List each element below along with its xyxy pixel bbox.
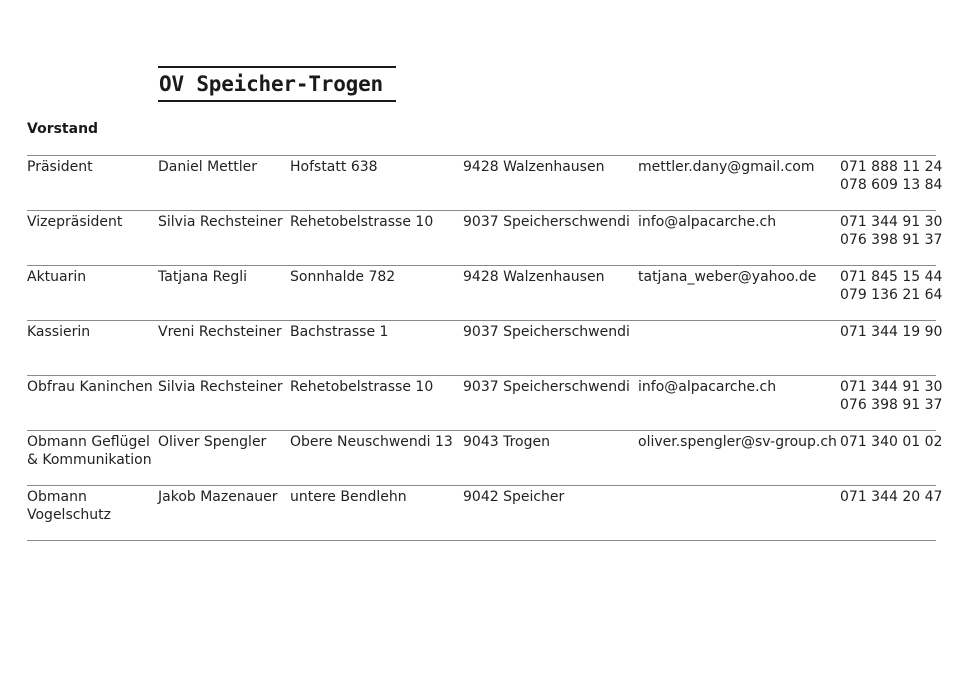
- member-city: 9042 Speicher: [463, 489, 565, 505]
- member-name: Vreni Rechsteiner: [158, 324, 282, 340]
- member-phone-1: 071 344 19 90: [840, 324, 943, 340]
- member-city: 9037 Speicherschwendi: [463, 214, 630, 230]
- member-city: 9428 Walzenhausen: [463, 269, 605, 285]
- member-phones: [840, 323, 943, 341]
- member-name: Daniel Mettler: [158, 159, 258, 175]
- member-role: Vizepräsident: [27, 214, 123, 230]
- member-role: Präsident: [27, 159, 93, 175]
- member-name: Silvia Rechsteiner: [158, 379, 283, 395]
- member-street: Sonnhalde 782: [290, 269, 396, 285]
- member-name: Silvia Rechsteiner: [158, 214, 283, 230]
- member-street: Obere Neuschwendi 13: [290, 434, 453, 450]
- member-phone-1: 071 344 91 30: [840, 379, 943, 395]
- member-phone-1: 071 344 91 30: [840, 214, 943, 230]
- member-email: info@alpacarche.ch: [638, 379, 777, 395]
- member-phone-2: 076 398 91 37: [840, 232, 943, 248]
- page-title: OV Speicher-Trogen: [159, 72, 383, 96]
- member-role: Obfrau Kaninchen: [27, 379, 153, 395]
- member-name: Tatjana Regli: [158, 269, 248, 285]
- member-email: tatjana_weber@yahoo.de: [638, 269, 817, 285]
- member-role: Obmann Geflügel & Kommunikation: [27, 434, 152, 468]
- member-city: 9037 Speicherschwendi: [463, 324, 630, 340]
- table-row: [27, 210, 943, 265]
- member-phone-2: 078 609 13 84: [840, 177, 943, 193]
- member-name: Oliver Spengler: [158, 434, 267, 450]
- member-phone-1: 071 888 11 24: [840, 159, 943, 175]
- member-street: Rehetobelstrasse 10: [290, 379, 434, 395]
- table-row: [27, 320, 943, 375]
- member-phones: [840, 158, 943, 194]
- member-city: 9037 Speicherschwendi: [463, 379, 630, 395]
- member-street: Rehetobelstrasse 10: [290, 214, 434, 230]
- member-phone-1: 071 845 15 44: [840, 269, 943, 285]
- title-block: [158, 66, 396, 102]
- member-phones: [840, 488, 943, 506]
- member-email: oliver.spengler@sv-group.ch: [638, 434, 837, 450]
- table-row: [27, 265, 943, 320]
- member-street: Hofstatt 638: [290, 159, 378, 175]
- table-row: [27, 375, 943, 430]
- member-phones: [840, 378, 943, 414]
- member-city: 9043 Trogen: [463, 434, 550, 450]
- table-row: [27, 485, 943, 541]
- member-phone-2: 076 398 91 37: [840, 397, 943, 413]
- member-street: untere Bendlehn: [290, 489, 407, 505]
- table-row: [27, 155, 943, 210]
- member-email: info@alpacarche.ch: [638, 214, 777, 230]
- member-role: Kassierin: [27, 324, 91, 340]
- member-street: Bachstrasse 1: [290, 324, 389, 340]
- member-name: Jakob Mazenauer: [158, 489, 278, 505]
- member-phones: [840, 213, 943, 249]
- member-role: Aktuarin: [27, 269, 87, 285]
- board-members-table: [27, 155, 943, 541]
- section-heading: Vorstand: [27, 121, 99, 137]
- member-email: mettler.dany@gmail.com: [638, 159, 815, 175]
- member-role: Obmann Vogelschutz: [27, 489, 112, 523]
- member-phones: [840, 268, 943, 304]
- member-phones: [840, 433, 943, 451]
- member-city: 9428 Walzenhausen: [463, 159, 605, 175]
- member-phone-1: 071 344 20 47: [840, 489, 943, 505]
- member-phone-1: 071 340 01 02: [840, 434, 943, 450]
- member-phone-2: 079 136 21 64: [840, 287, 943, 303]
- table-row: [27, 430, 943, 485]
